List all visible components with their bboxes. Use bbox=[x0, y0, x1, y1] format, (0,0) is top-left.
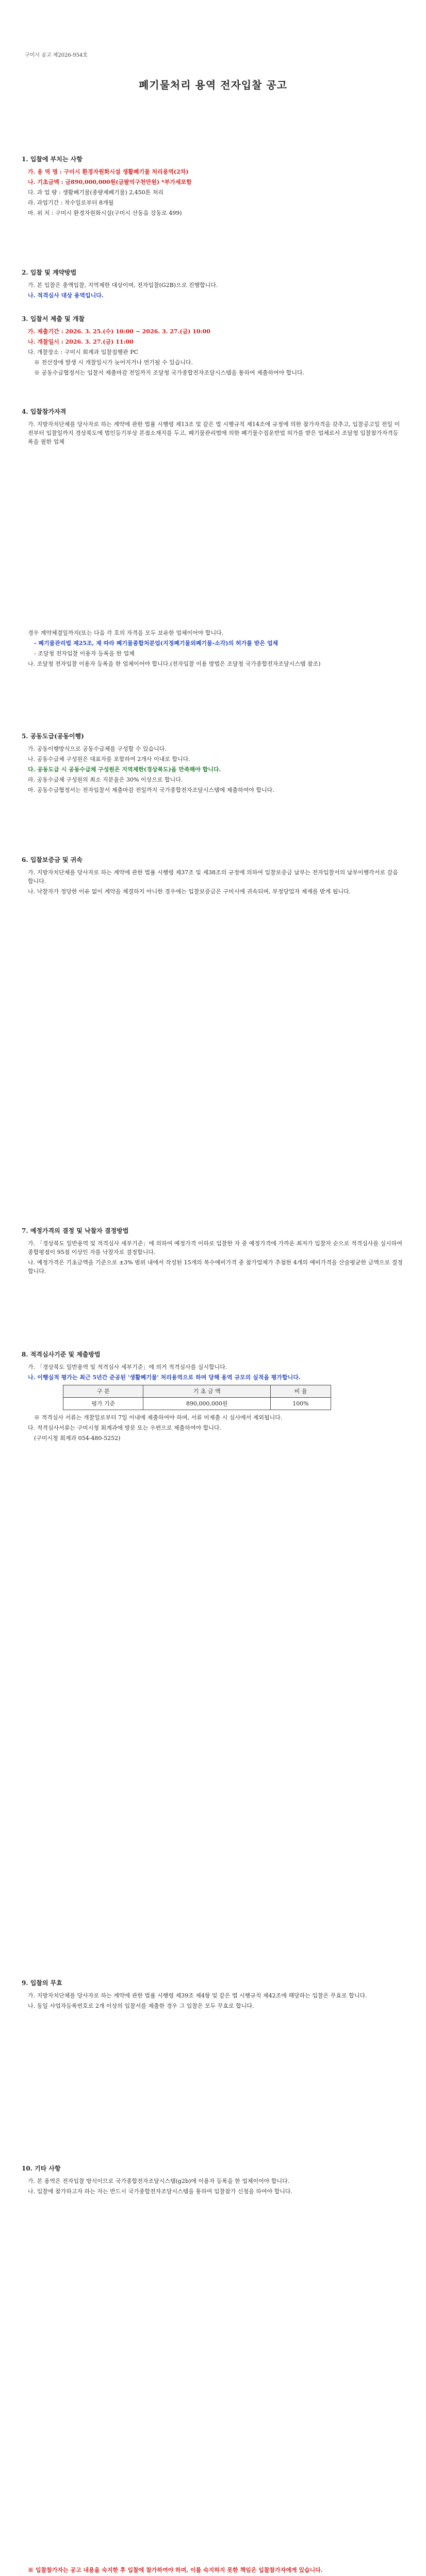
section-bid-items bbox=[22, 155, 403, 219]
opening-place: 다. 개찰장소 : 구미시 회계과 입찰집행관 PC bbox=[28, 348, 139, 355]
section-heading: 3. 입찰서 제출 및 개찰 bbox=[22, 315, 85, 323]
item-service-name: 가. 용 역 명 : 구미시 환경자원화시설 생활폐기물 처리용역(2차) bbox=[28, 168, 189, 175]
section-heading: 1. 입찰에 부치는 사항 bbox=[22, 156, 83, 163]
list-item: 나. 예정가격은 기초금액을 기준으로 ±3% 범위 내에서 작성된 15개의 복수예비가격 중 참가업체가 추첨한 4개의 예비가격을 산술평균한 금액으로 결정합니다. bbox=[28, 1259, 403, 1275]
list-item: 가. 본 용역은 전자입찰 방식이므로 국가종합전자조달시스템(g2b)에 이용자 등록을 한 업체이어야 합니다. bbox=[28, 2177, 290, 2184]
list-item: 나. 공동수급체 구성원은 대표자를 포함하여 2개사 이내로 합니다. bbox=[28, 755, 190, 762]
section-heading: 9. 입찰의 무효 bbox=[22, 1979, 62, 1987]
section-submission bbox=[22, 314, 403, 379]
section-invalid-bids bbox=[22, 1978, 403, 2012]
section-heading: 5. 공동도급(공동이행) bbox=[22, 733, 84, 740]
section-award-method bbox=[22, 1226, 403, 1277]
section-heading: 7. 예정가격의 결정 및 낙찰자 결정방법 bbox=[22, 1227, 129, 1234]
list-item: 나. 적격심사 대상 용역입니다. bbox=[28, 292, 104, 299]
list-item: 나. 낙찰자가 정당한 이유 없이 계약을 체결하지 아니한 경우에는 입찰보증금은 구미시에 귀속되며, 부정당업자 제재를 받게 됩니다. bbox=[28, 888, 351, 895]
table-row bbox=[63, 1397, 331, 1410]
table-cell: 890,000,000원 bbox=[143, 1397, 271, 1410]
list-item: 가. 「경상북도 일반용역 및 적격심사 세부기준」에 의거 적격심사를 실시합니다. bbox=[28, 1363, 227, 1370]
page-title: 폐기물처리 용역 전자입찰 공고 bbox=[138, 79, 288, 91]
list-item: 마. 공동수급협정서는 전자입찰서 제출마감 전일까지 국가종합전자조달시스템에 제출하여야 합니다. bbox=[28, 786, 274, 793]
section-heading: 6. 입찰보증금 및 귀속 bbox=[22, 856, 83, 863]
list-item: 가. 지방자치단체를 당사자로 하는 계약에 관한 법률 시행령 제13조 및 같은 법 시행규칙 제14조에 규정에 의한 참가자격을 갖추고, 입찰공고일 전일 이전부터 입찰일까지 경상북도에 법인등기부상 본점소재지를 두고, 폐기물관리법에 의한 폐기물수집운반업 허가를 받은 업체로서 조달청 입찰참가자격등록을 필한 업체 bbox=[28, 420, 400, 445]
section-heading: 4. 입찰참가자격 bbox=[22, 408, 67, 415]
list-item: 가. 본 입찰은 총액입찰, 지역제한 대상이며, 전자입찰(G2B)으로 진행합니다. bbox=[28, 281, 218, 289]
list-item: - 조달청 전자입찰 이용자 등록을 한 업체 bbox=[34, 650, 135, 657]
section-heading: 2. 입찰 및 계약방법 bbox=[22, 269, 77, 276]
section-bid-method bbox=[22, 268, 403, 301]
list-item: 나. 이행실적 평가는 최근 5년간 준공된 '생활폐기물' 처리용역으로 하며 당해 용역 규모의 실적을 평가합니다. bbox=[28, 1374, 301, 1381]
evaluation-table bbox=[63, 1385, 331, 1410]
section-heading: 8. 적격심사기준 및 제출방법 bbox=[22, 1351, 101, 1358]
table-cell: 평가 기준 bbox=[63, 1397, 143, 1410]
table-header: 기 초 금 액 bbox=[143, 1385, 271, 1397]
section-other bbox=[22, 2164, 403, 2197]
notice-number: 구미시 공고 제2026-954호 bbox=[25, 53, 88, 58]
table-header-row bbox=[63, 1385, 331, 1397]
note: (구미시청 회계과 054-480-5252) bbox=[34, 1434, 121, 1442]
section-eligibility-cont bbox=[22, 629, 403, 670]
list-item: 가. 지방자치단체를 당사자로 하는 계약에 관한 법률 시행령 제37조 및 제38조의 규정에 의하여 입찰보증금 납부는 전자입찰서의 납부이행각서로 갈음합니다. bbox=[28, 869, 398, 885]
item-location: 마. 위 치 : 구미시 환경자원화시설(구미시 산동읍 강동로 499) bbox=[28, 209, 182, 216]
list-item: 가. 지방자치단체를 당사자로 하는 계약에 관한 법률 시행령 제39조 제4항 및 같은 법 시행규칙 제42조에 해당하는 입찰은 무효로 합니다. bbox=[28, 1992, 367, 1999]
note: ※ 공동수급협정서는 입찰서 제출마감 전일까지 조달청 국가종합전자조달시스템을 통하여 제출하여야 합니다. bbox=[34, 369, 305, 376]
item-base-amount: 나. 기초금액 : 금890,000,000원(금팔억구천만원) *부가세포함 bbox=[28, 178, 192, 185]
section-other-cont bbox=[22, 2566, 403, 2576]
section-qualification bbox=[22, 1350, 403, 1444]
list-item: - 폐기물관리법 제25조, 제 따라 폐기물종합처분업(지정폐기물외폐기물-소각)의 허가를 받은 업체 bbox=[34, 640, 278, 647]
section-joint-contract bbox=[22, 732, 403, 796]
list-item: 나. 동일 사업자등록번호로 2개 이상의 입찰서를 제출한 경우 그 입찰은 모두 무효로 합니다. bbox=[28, 2002, 254, 2009]
table-cell: 100% bbox=[270, 1397, 331, 1410]
list-item: 가. 「경상북도 일반용역 및 적격심사 세부기준」에 의하여 예정가격 이하로 입찰한 자 중 예정가격에 가까운 최저가 입찰자 순으로 적격심사를 실시하여 종합평점이 95점 이상인 자를 낙찰자로 결정합니다. bbox=[28, 1240, 402, 1256]
table-header: 구 분 bbox=[63, 1385, 143, 1397]
section-heading: 10. 기타 사항 bbox=[22, 2165, 61, 2172]
list-item: 나. 입찰에 참가하고자 하는 자는 반드시 국가종합전자조달시스템을 통하여 입찰참가 신청을 하여야 합니다. bbox=[28, 2188, 292, 2195]
opening-datetime: 나. 개찰일시 : 2026. 3. 27.(금) 11:00 bbox=[28, 338, 134, 345]
notice-highlight: ※ 입찰참가자는 공고 내용을 숙지한 후 입찰에 참가하여야 하며, 이를 숙지하지 못한 책임은 입찰참가자에게 있습니다. bbox=[28, 2567, 323, 2573]
note: ※ 전산장애 발생 시 개찰일시가 늦어지거나 연기될 수 있습니다. bbox=[34, 359, 193, 366]
list-item: 다. 적격심사서류는 구미시청 회계과에 방문 또는 우편으로 제출하여야 합니다. bbox=[28, 1424, 221, 1431]
list-item: 가. 공동이행방식으로 공동수급체를 구성할 수 있습니다. bbox=[28, 745, 167, 752]
note: ※ 적격심사 서류는 개찰일로부터 7일 이내에 제출하여야 하며, 서류 미제출 시 심사에서 제외됩니다. bbox=[34, 1414, 283, 1421]
table-header: 비 율 bbox=[270, 1385, 331, 1397]
item-work-volume: 다. 과 업 량 : 생활폐기물(종량제폐기물) 2,450톤 처리 bbox=[28, 189, 164, 196]
list-item: 경우 계약체결일까지(또는 다음 각 호의 자격을 모두 보유한 업체이어야 합니다. bbox=[28, 630, 224, 636]
submission-period: 가. 제출기간 : 2026. 3. 25.(수) 10:00 ~ 2026. 3. 27.(금) 10:00 bbox=[28, 328, 210, 335]
list-item: 다. 공동도급 시 공동수급체 구성원은 지역제한(경상북도)을 만족해야 합니다. bbox=[28, 766, 221, 773]
list-item: 라. 공동수급체 구성원의 최소 지분율은 30% 이상으로 합니다. bbox=[28, 776, 183, 783]
item-work-period: 라. 과업기간 : 착수일로부터 8개월 bbox=[28, 199, 114, 206]
section-bid-bond bbox=[22, 855, 403, 897]
section-eligibility bbox=[22, 407, 403, 448]
list-item: 나. 조달청 전자입찰 이용자 등록을 한 업체이어야 합니다.(전자입찰 이용 방법은 조달청 국가종합전자조달시스템 참조) bbox=[28, 660, 321, 668]
